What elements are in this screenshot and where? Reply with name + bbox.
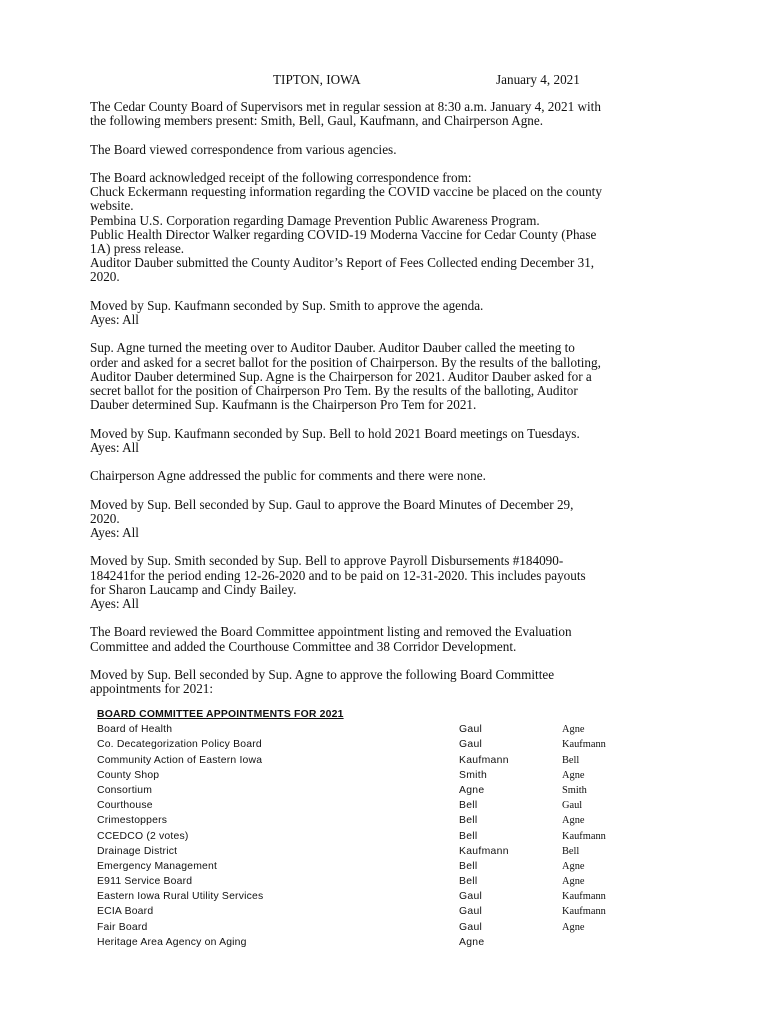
committee-row [97, 813, 657, 828]
primary-member: Gaul [459, 739, 483, 751]
committee-name: E911 Service Board [97, 876, 193, 888]
paragraph [90, 100, 690, 128]
committee-name: Fair Board [97, 921, 148, 933]
committee-row [97, 798, 657, 813]
committee-appointments-table [97, 707, 657, 950]
paragraph [90, 427, 690, 455]
text-line: Moved by Sup. Bell seconded by Sup. Gaul to approve the Board Minutes of December 29, [90, 496, 574, 512]
text-line: appointments for 2021: [90, 681, 214, 697]
paragraph [90, 341, 690, 412]
committee-name: Courthouse [97, 800, 153, 812]
committee-row [97, 829, 657, 844]
text-line: Chuck Eckermann requesting information regarding the COVID vaccine be placed on the county [90, 184, 602, 200]
text-line: Ayes: All [90, 524, 139, 540]
committee-row [97, 783, 657, 798]
committee-name: ECIA Board [97, 906, 154, 918]
committee-name: County Shop [97, 769, 160, 781]
alternate-member: Kaufmann [562, 830, 606, 842]
text-line: 2020. [90, 510, 120, 526]
alternate-member: Bell [562, 754, 580, 766]
primary-member: Kaufmann [459, 754, 509, 766]
text-line: website. [90, 198, 134, 214]
primary-member: Smith [459, 769, 488, 781]
primary-member: Gaul [459, 724, 483, 736]
text-line: 184241for the period ending 12-26-2020 and to be paid on 12-31-2020. This includes payouts [90, 567, 586, 583]
primary-member: Agne [459, 784, 485, 796]
text-line: The Cedar County Board of Supervisors met in regular session at 8:30 a.m. January 4, 2021 with [90, 99, 601, 114]
alternate-member: Smith [562, 784, 587, 796]
primary-member: Bell [459, 830, 478, 842]
committee-row [97, 844, 657, 859]
text-line: Moved by Sup. Kaufmann seconded by Sup. Bell to hold 2021 Board meetings on Tuesdays. [90, 425, 580, 441]
committee-name: Board of Health [97, 724, 173, 736]
text-line: order and asked for a secret ballot for the position of Chairperson. By the results of the balloting, [90, 354, 601, 370]
paragraph [90, 469, 690, 483]
alternate-member: Agne [562, 860, 585, 872]
text-line: for Sharon Laucamp and Cindy Bailey. [90, 581, 297, 597]
committee-name: Consortium [97, 784, 153, 796]
paragraph [90, 668, 690, 696]
primary-member: Bell [459, 800, 478, 812]
committee-name: Emergency Management [97, 860, 218, 872]
text-line: Ayes: All [90, 439, 139, 455]
text-line: Auditor Dauber submitted the County Auditor’s Report of Fees Collected ending December 31, [90, 255, 595, 271]
committee-row [97, 753, 657, 768]
alternate-member: Agne [562, 724, 585, 736]
primary-member: Gaul [459, 921, 483, 933]
alternate-member: Kaufmann [562, 906, 606, 918]
committee-row [97, 874, 657, 889]
paragraph [90, 299, 690, 327]
text-line: 1A) press release. [90, 241, 185, 256]
text-line: Moved by Sup. Bell seconded by Sup. Agne to approve the following Board Committee [90, 666, 555, 682]
committee-row [97, 859, 657, 874]
text-line: Moved by Sup. Smith seconded by Sup. Bell to approve Payroll Disbursements #184090- [90, 553, 564, 569]
minutes-body [90, 100, 690, 711]
alternate-member: Agne [562, 876, 585, 888]
alternate-member: Bell [562, 845, 580, 857]
primary-member: Bell [459, 815, 478, 827]
paragraph [90, 498, 690, 541]
text-line: The Board reviewed the Board Committee appointment listing and removed the Evaluation [90, 624, 572, 640]
text-line: the following members present: Smith, Bell, Gaul, Kaufmann, and Chairperson Agne. [90, 113, 544, 129]
alternate-member: Kaufmann [562, 739, 606, 751]
committee-row [97, 889, 657, 904]
committee-row [97, 737, 657, 752]
committee-row [97, 768, 657, 783]
alternate-member: Agne [562, 815, 585, 827]
text-line: Chairperson Agne addressed the public for comments and there were none. [90, 468, 486, 484]
paragraph [90, 171, 690, 285]
alternate-member: Agne [562, 921, 585, 933]
committee-rows [97, 722, 657, 950]
committee-table-title: BOARD COMMITTEE APPOINTMENTS FOR 2021 [97, 709, 344, 720]
text-line: secret ballot for the position of Chairperson Pro Tem. By the results of the balloting, Auditor [90, 383, 578, 398]
text-line: 2020. [90, 269, 120, 285]
committee-row [97, 935, 657, 950]
text-line: Auditor Dauber determined Sup. Agne is the Chairperson for 2021. Auditor Dauber asked for a [90, 368, 592, 384]
text-line: Pembina U.S. Corporation regarding Damage Prevention Public Awareness Program. [90, 212, 540, 228]
text-line: Moved by Sup. Kaufmann seconded by Sup. Smith to approve the agenda. [90, 297, 484, 313]
text-line: Public Health Director Walker regarding COVID-19 Moderna Vaccine for Cedar County (Phase [90, 226, 597, 242]
committee-name: Community Action of Eastern Iowa [97, 754, 263, 766]
primary-member: Agne [459, 936, 485, 948]
committee-name: Eastern Iowa Rural Utility Services [97, 891, 264, 903]
committee-name: Co. Decategorization Policy Board [97, 739, 262, 751]
text-line: The Board viewed correspondence from various agencies. [90, 141, 397, 157]
primary-member: Kaufmann [459, 845, 509, 857]
primary-member: Gaul [459, 906, 483, 918]
paragraph [90, 143, 690, 157]
committee-name: CCEDCO (2 votes) [97, 830, 189, 842]
alternate-member: Agne [562, 769, 585, 781]
text-line: Committee and added the Courthouse Committee and 38 Corridor Development. [90, 638, 517, 654]
committee-row [97, 722, 657, 737]
header-date: January 4, 2021 [496, 72, 580, 87]
committee-name: Drainage District [97, 845, 178, 857]
committee-name: Crimestoppers [97, 815, 168, 827]
primary-member: Gaul [459, 891, 483, 903]
committee-row [97, 904, 657, 919]
paragraph [90, 554, 690, 611]
committee-row [97, 920, 657, 935]
primary-member: Bell [459, 860, 478, 872]
text-line: Dauber determined Sup. Kaufmann is the Chairperson Pro Tem for 2021. [90, 397, 477, 413]
header-location: TIPTON, IOWA [273, 72, 361, 87]
text-line: Ayes: All [90, 312, 139, 327]
paragraph [90, 625, 690, 653]
text-line: Ayes: All [90, 595, 139, 611]
text-line: The Board acknowledged receipt of the following correspondence from: [90, 169, 472, 185]
alternate-member: Gaul [562, 800, 583, 812]
primary-member: Bell [459, 876, 478, 888]
committee-name: Heritage Area Agency on Aging [97, 936, 247, 948]
text-line: Sup. Agne turned the meeting over to Auditor Dauber. Auditor Dauber called the meeting to [90, 340, 575, 356]
alternate-member: Kaufmann [562, 891, 606, 903]
